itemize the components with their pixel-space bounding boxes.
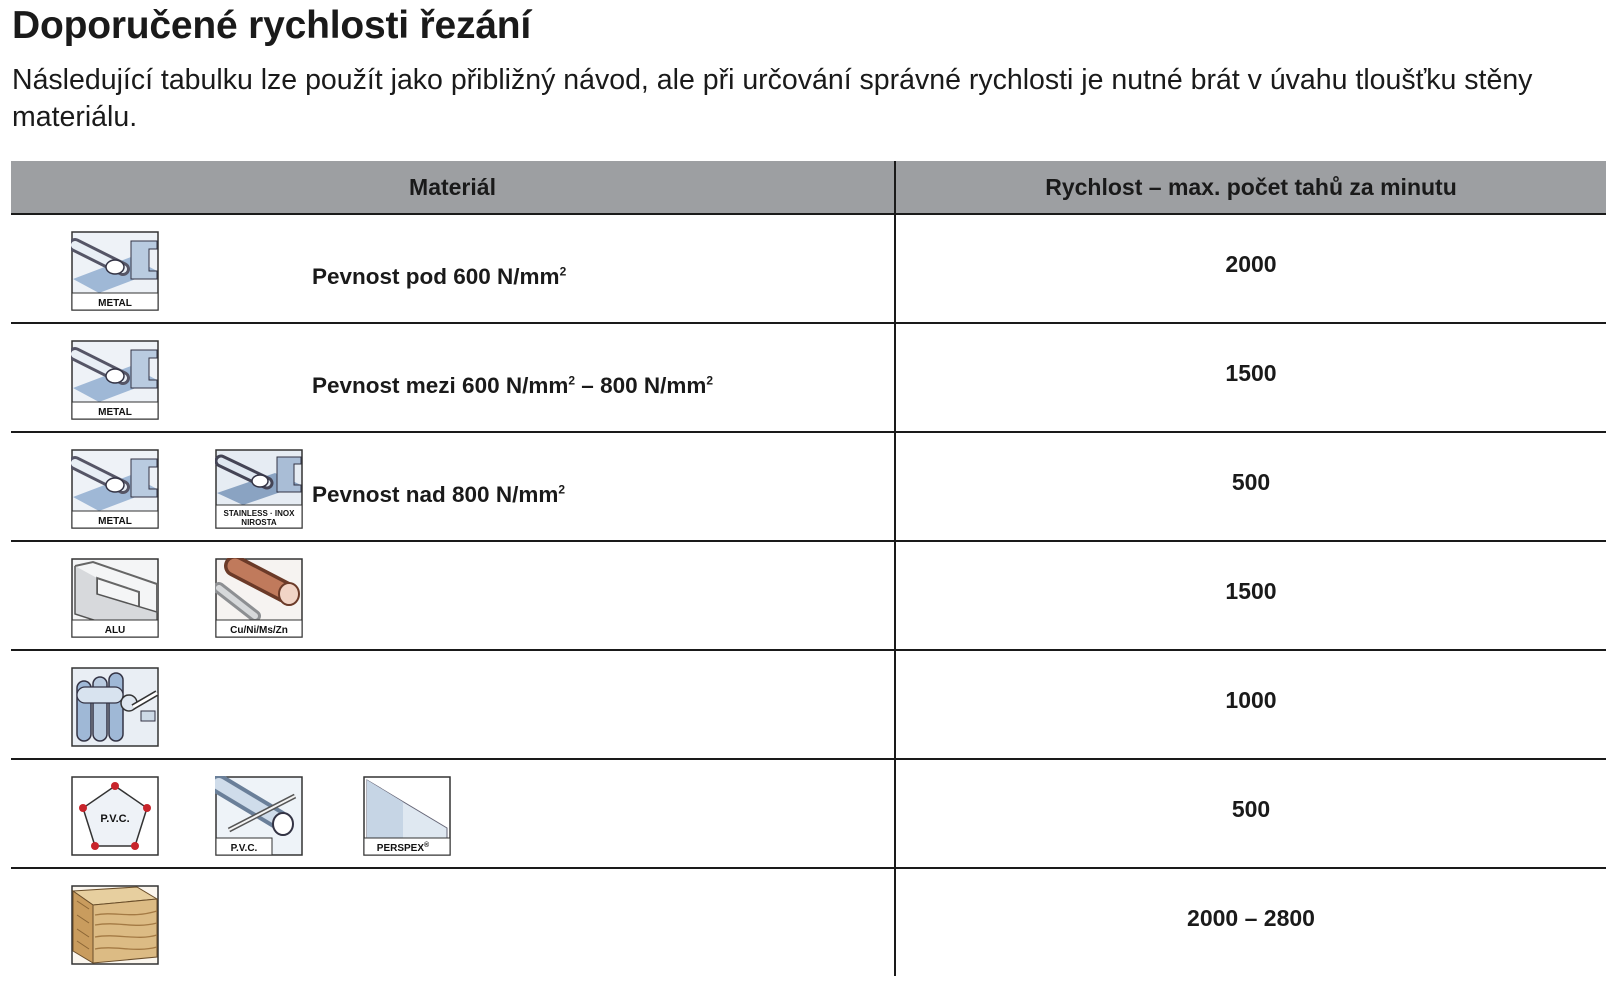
table-row bbox=[11, 760, 1606, 869]
material-cell bbox=[11, 760, 896, 867]
perspex-icon bbox=[363, 776, 451, 856]
icon-label: NIROSTA bbox=[241, 518, 277, 527]
material-text: Pevnost nad 800 $N/mm^2$ bbox=[312, 482, 566, 507]
radiator-icon bbox=[71, 667, 159, 747]
header-speed: Rychlost – max. počet tahů za minutu bbox=[1045, 173, 1457, 200]
table-row bbox=[11, 433, 1606, 542]
icon-label: METAL bbox=[98, 407, 132, 418]
material-cell bbox=[11, 215, 896, 322]
speed-value: 1000 bbox=[1225, 687, 1277, 713]
icon-label: PERSPEX® bbox=[376, 842, 430, 854]
material-cell bbox=[11, 869, 896, 976]
speed-value: 500 bbox=[1231, 469, 1271, 495]
icon-label: P.V.C. bbox=[230, 843, 258, 854]
material-cell bbox=[11, 433, 896, 540]
icon-label: P.V.C. bbox=[100, 813, 130, 825]
table-row bbox=[11, 869, 1606, 976]
speed-value: 1500 bbox=[1225, 578, 1277, 604]
table-row bbox=[11, 324, 1606, 433]
cutting-speed-table bbox=[11, 161, 1606, 976]
table-row bbox=[11, 542, 1606, 651]
icon-label: Cu/Ni/Ms/Zn bbox=[230, 625, 288, 636]
material-cell bbox=[11, 651, 896, 758]
icon-label: METAL bbox=[98, 516, 132, 527]
metal-icon bbox=[71, 231, 159, 311]
copper-pipe-icon bbox=[215, 558, 303, 638]
speed-value: 1500 bbox=[1225, 360, 1277, 386]
speed-value: 2000 bbox=[1225, 251, 1277, 277]
table-row bbox=[11, 215, 1606, 324]
material-cell bbox=[11, 542, 896, 649]
material-text: Pevnost pod 600 $N/mm^2$ bbox=[312, 264, 567, 289]
speed-value: 500 bbox=[1231, 796, 1271, 822]
page-title: Doporučené rychlosti řezání bbox=[12, 4, 532, 47]
pvc-pentagon-icon bbox=[71, 776, 159, 856]
icon-label: STAINLESS · INOX bbox=[223, 509, 295, 518]
material-cell bbox=[11, 324, 896, 431]
icon-label: METAL bbox=[98, 298, 132, 309]
intro-text: Následující tabulku lze použít jako přibližný návod, ale při určování správné rychlosti je nutné brát v úvahu tloušťku stěny materiálu. bbox=[12, 64, 1533, 133]
metal-icon bbox=[71, 340, 159, 420]
table-header bbox=[11, 161, 1606, 215]
metal-icon bbox=[71, 449, 159, 529]
speed-value: 2000 – 2800 bbox=[1187, 905, 1315, 931]
stainless-icon bbox=[215, 449, 303, 529]
table-row bbox=[11, 651, 1606, 760]
alu-icon bbox=[71, 558, 159, 638]
pvc-pipe-icon bbox=[215, 776, 303, 856]
wood-icon bbox=[71, 885, 159, 965]
material-text: Pevnost mezi 600 $N/mm^2 - 800$ $N/mm^2$ bbox=[312, 373, 714, 398]
header-material: Materiál bbox=[11, 161, 896, 213]
icon-label: ALU bbox=[104, 625, 126, 636]
